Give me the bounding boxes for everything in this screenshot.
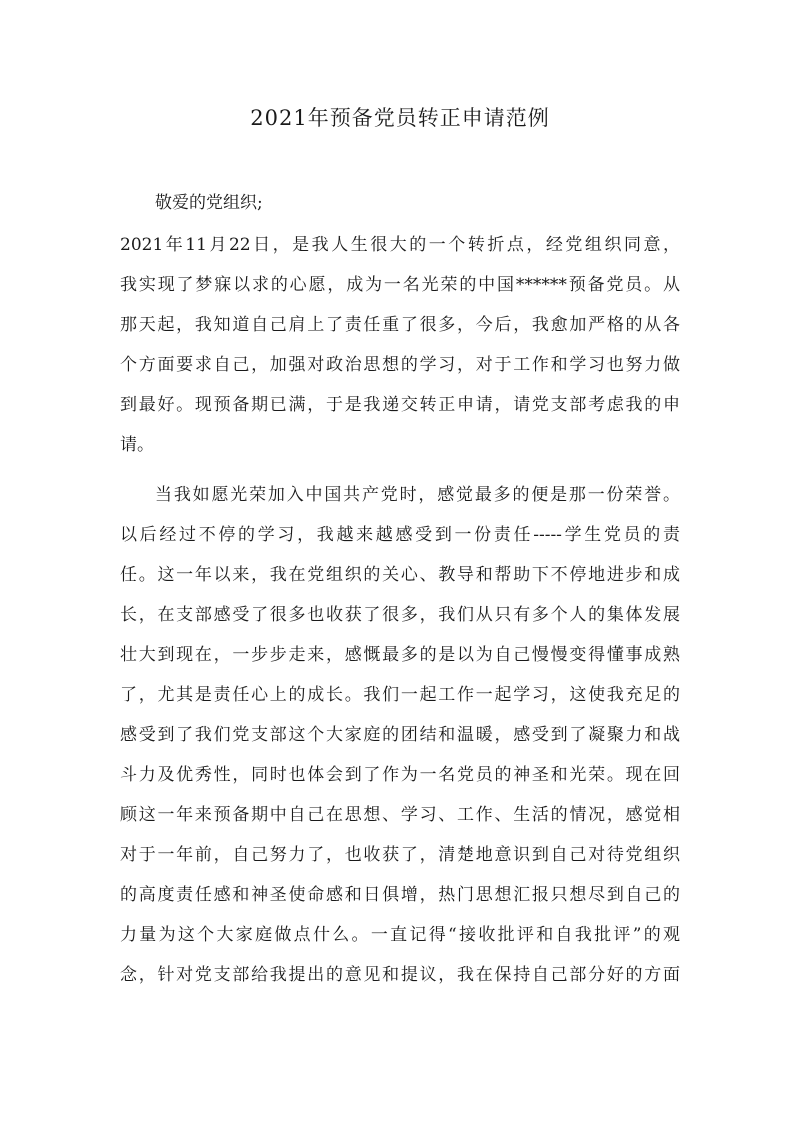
paragraph-line: 念，针对党支部给我提出的意见和提议，我在保持自己部分好的方面 (120, 965, 680, 985)
paragraph-line: 以后经过不停的学习，我越来越感受到一份责任-----学生党员的责 (120, 525, 680, 545)
paragraph-line: 长，在支部感受了很多也收获了很多，我们从只有多个人的集体发展 (120, 605, 680, 625)
document-title: 2021年预备党员转正申请范例 (250, 106, 550, 130)
paragraph-line: 力量为这个大家庭做点什么。一直记得“接收批评和自我批评”的观 (120, 925, 680, 945)
paragraph-line: 个方面要求自己，加强对政治思想的学习，对于工作和学习也努力做 (120, 355, 680, 375)
paragraph-line: 请。 (120, 435, 154, 455)
paragraph-line: 到最好。现预备期已满，于是我递交转正申请，请党支部考虑我的申 (120, 395, 680, 415)
paragraph-line: 对于一年前，自己努力了，也收获了，清楚地意识到自己对待党组织 (120, 845, 680, 865)
paragraph-line: 我实现了梦寐以求的心愿，成为一名光荣的中国******预备党员。从 (120, 275, 680, 295)
paragraph-line: 当我如愿光荣加入中国共产党时，感觉最多的便是那一份荣誉。 (155, 485, 680, 505)
paragraph-line: 2021年11月22日，是我人生很大的一个转折点，经党组织同意， (120, 235, 680, 255)
paragraph-line: 壮大到现在，一步步走来，感慨最多的是以为自己慢慢变得懂事成熟 (120, 645, 680, 665)
paragraph-line: 了，尤其是责任心上的成长。我们一起工作一起学习，这使我充足的 (120, 685, 680, 705)
salutation: 敬爱的党组织; (155, 193, 263, 213)
paragraph-line: 的高度责任感和神圣使命感和日俱增，热门思想汇报只想尽到自己的 (120, 885, 680, 905)
paragraph-line: 任。这一年以来，我在党组织的关心、教导和帮助下不停地进步和成 (120, 565, 680, 585)
paragraph-line: 斗力及优秀性，同时也体会到了作为一名党员的神圣和光荣。现在回 (120, 765, 680, 785)
paragraph-line: 感受到了我们党支部这个大家庭的团结和温暖，感受到了凝聚力和战 (120, 725, 680, 745)
paragraph-line: 那天起，我知道自己肩上了责任重了很多，今后，我愈加严格的从各 (120, 315, 680, 335)
paragraph-line: 顾这一年来预备期中自己在思想、学习、工作、生活的情况，感觉相 (120, 805, 680, 825)
